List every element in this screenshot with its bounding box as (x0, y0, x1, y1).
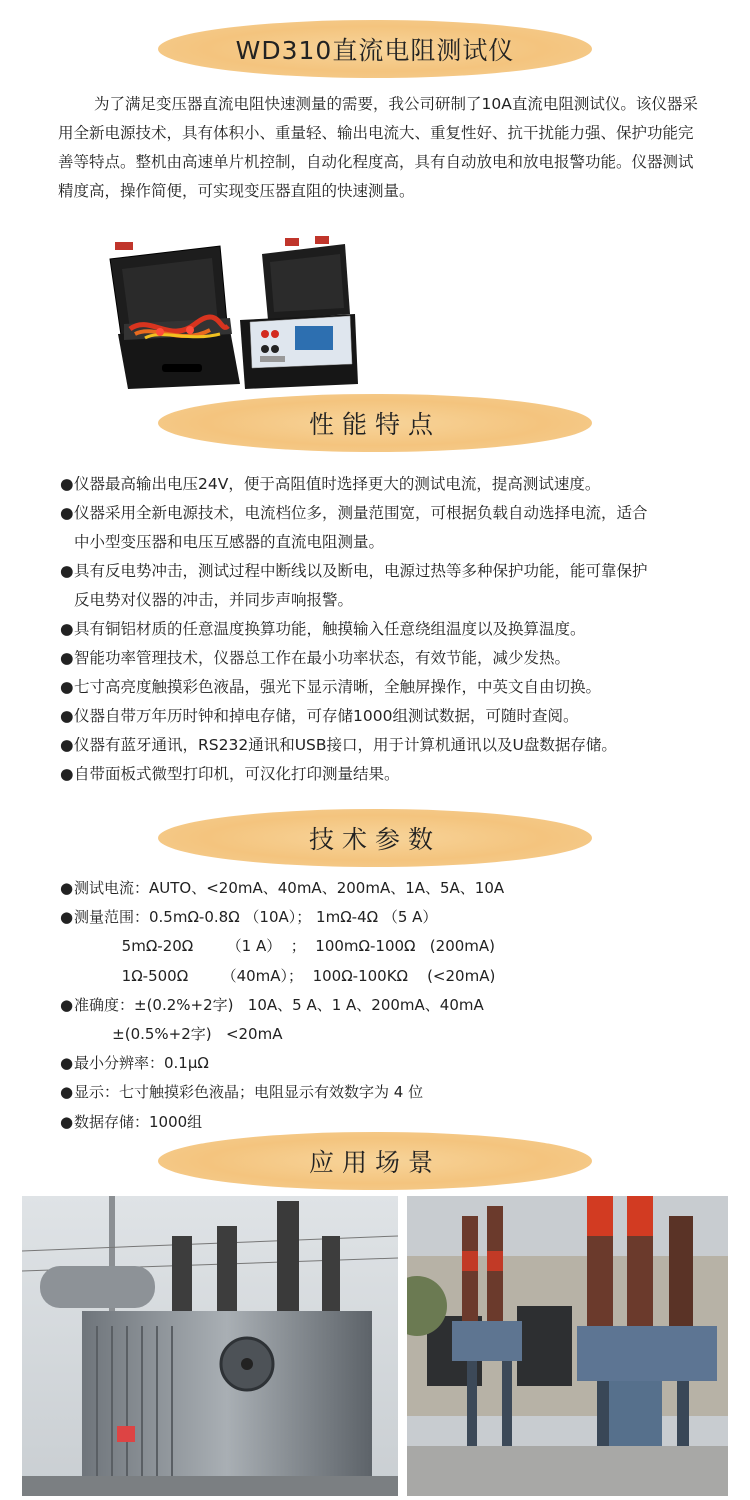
applications-banner (158, 1132, 592, 1190)
transformer-illustration (22, 1196, 398, 1496)
spec-row: ●测试电流：AUTO、<20mA、40mA、200mA、1A、5A、10A (60, 874, 710, 903)
specs-title: 技术参数 (308, 825, 441, 854)
instrument-case-illustration (100, 234, 365, 394)
transformer-photo (22, 1196, 398, 1496)
intro-section (58, 90, 698, 206)
bullet-icon: ● (60, 620, 74, 638)
bullet-icon: ● (60, 765, 74, 783)
bullet-icon: ● (60, 707, 74, 725)
bullet-icon: ● (60, 1054, 74, 1073)
spec-row: ±(0.5%+2字) <20mA (74, 1025, 283, 1044)
product-title: WD310直流电阻测试仪 (235, 36, 515, 65)
feature-item: ● 仪器自带万年历时钟和掉电存储，可存储1000组测试数据，可随时查阅。 (60, 702, 710, 731)
spec-row: 5mΩ-20Ω （1 A） ； 100mΩ-100Ω (200mA) (74, 937, 496, 956)
product-title-banner (158, 20, 592, 78)
intro-paragraph: 为了满足变压器直流电阻快速测量的需要，我公司研制了10A直流电阻测试仪。该仪器采用全新电源技术，具有体积小、重量轻、输出电流大、重复性好、抗干扰能力强、保护功能完善等特点。整机由高速单片机控制，自动化程度高，具有自动放电和放电报警功能。仪器测试精度高，操作简便，可实现变压器直阻的快速测量。 (58, 95, 698, 200)
feature-item: ● 具有铜铝材质的任意温度换算功能，触摸输入任意绕组温度以及换算温度。 (60, 615, 710, 644)
bullet-icon: ● (60, 908, 74, 927)
feature-item: ● 智能功率管理技术，仪器总工作在最小功率状态，有效节能，减少发热。 (60, 644, 710, 673)
spec-row: ●数据存储：1000组 (60, 1108, 710, 1137)
feature-item: ● 自带面板式微型打印机，可汉化打印测量结果。 (60, 760, 710, 789)
features-list (60, 470, 710, 789)
specs-list (60, 874, 710, 1137)
bullet-icon: ● (60, 678, 74, 696)
substation-photo (407, 1196, 728, 1496)
feature-item: ● 七寸高亮度触摸彩色液晶，强光下显示清晰，全触屏操作，中英文自由切换。 (60, 673, 710, 702)
feature-item: ● 具有反电势冲击，测试过程中断线以及断电，电源过热等多种保护功能，能可靠保护 反电势对仪器的冲击，并同步声响报警。 (60, 557, 710, 615)
bullet-icon: ● (60, 1083, 74, 1102)
bullet-icon: ● (60, 475, 74, 493)
spec-row: ●最小分辨率：0.1μΩ (60, 1049, 710, 1078)
feature-item: ● 仪器最高输出电压24V，便于高阻值时选择更大的测试电流，提高测试速度。 (60, 470, 710, 499)
bullet-icon: ● (60, 879, 74, 897)
bullet-icon: ● (60, 1112, 74, 1131)
spec-row: ●显示：七寸触摸彩色液晶；电阻显示有效数字为 4 位 (60, 1078, 710, 1107)
bullet-icon: ● (60, 649, 74, 667)
bullet-icon: ● (60, 562, 74, 580)
product-image (100, 234, 365, 394)
spec-row: ●准确度：±(0.2%+2字) 10A、5 A、1 A、200mA、40mA (60, 991, 710, 1020)
features-title: 性能特点 (308, 410, 441, 439)
features-banner (158, 394, 592, 452)
bullet-icon: ● (60, 504, 74, 522)
spec-row: 1Ω-500Ω （40mA）； 100Ω-100KΩ (<20mA) (74, 966, 496, 985)
bullet-icon: ● (60, 736, 74, 754)
applications-title: 应用场景 (308, 1148, 441, 1177)
feature-item: ● 仪器有蓝牙通讯，RS232通讯和USB接口，用于计算机通讯以及U盘数据存储。 (60, 731, 710, 760)
feature-item: ● 仪器采用全新电源技术，电流档位多，测量范围宽，可根据负载自动选择电流，适合 中小型变压器和电压互感器的直流电阻测量。 (60, 499, 710, 557)
substation-illustration (407, 1196, 728, 1496)
spec-row: ●测量范围：0.5mΩ-0.8Ω （10A）； 1mΩ-4Ω （5 A） (60, 903, 710, 932)
specs-banner (158, 809, 592, 867)
bullet-icon: ● (60, 995, 74, 1014)
